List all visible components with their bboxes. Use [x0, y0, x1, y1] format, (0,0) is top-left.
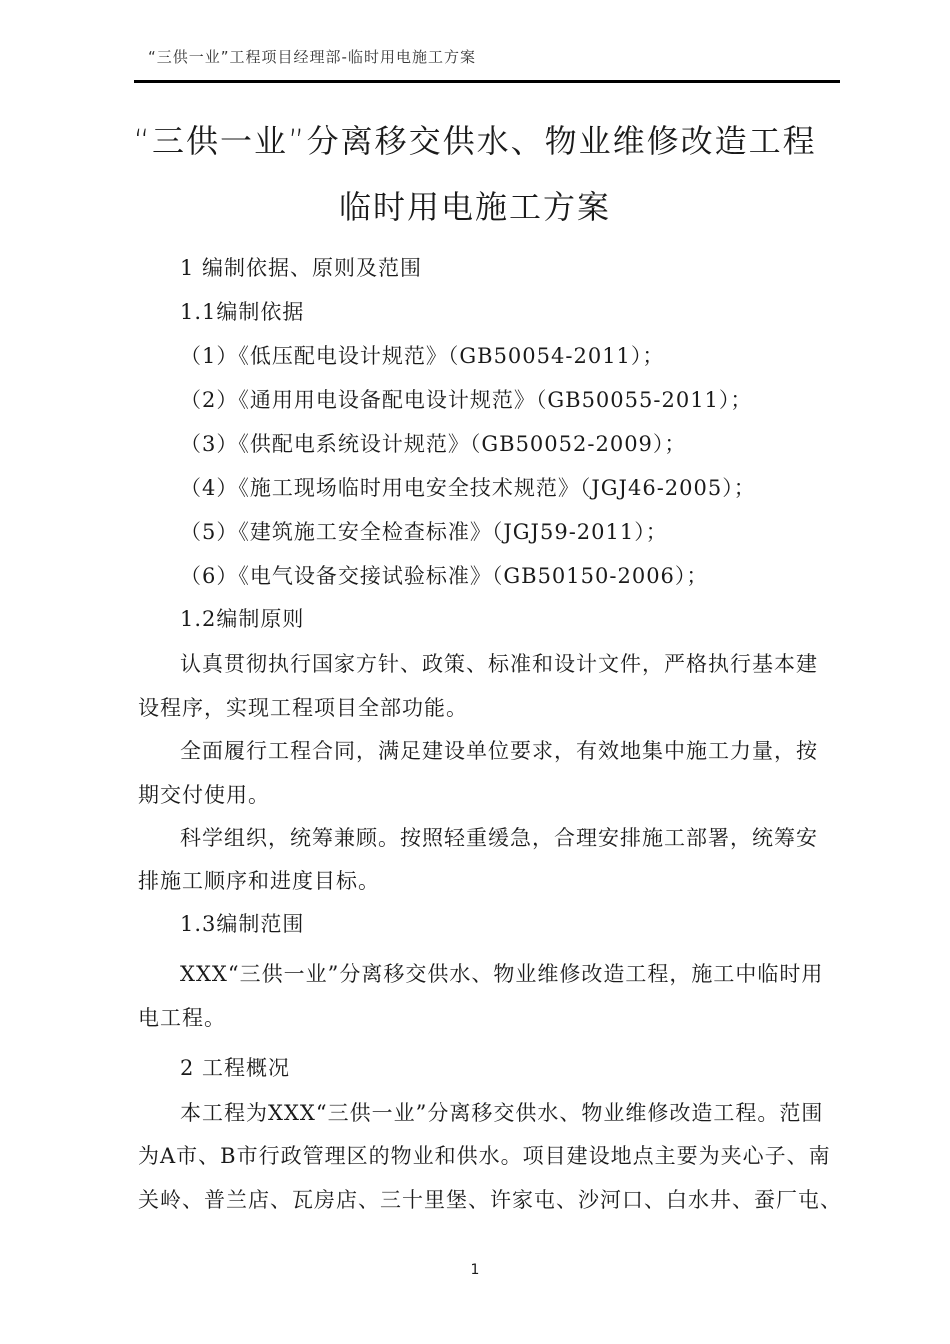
header-divider [134, 80, 840, 83]
subsection-heading: 1.3编制范围 [180, 912, 305, 936]
reference-item: （4）《施工现场临时用电安全技术规范》（JGJ46-2005）； [180, 476, 756, 500]
section-heading: 1 编制依据、原则及范围 [180, 256, 423, 280]
paragraph-line: 电工程。 [138, 1006, 226, 1030]
paragraph-line: 为A市、B市行政管理区的物业和供水。项目建设地点主要为夹心子、南 [138, 1144, 831, 1168]
paragraph-line: 关岭、普兰店、瓦房店、三十里堡、许家屯、沙河口、白水井、蚕厂屯、 [138, 1188, 842, 1212]
reference-item: （2）《通用用电设备配电设计规范》（GB50055-2011）； [180, 388, 753, 412]
reference-item: （1）《低压配电设计规范》（GB50054-2011）； [180, 344, 665, 368]
section-heading: 2 工程概况 [180, 1056, 291, 1080]
page-number: 1 [470, 1262, 480, 1278]
document-title-line-2: 临时用电施工方案 [338, 188, 611, 226]
paragraph-line: 全面履行工程合同，满足建设单位要求，有效地集中施工力量，按 [180, 739, 818, 763]
document-title-line-1: “三供一业”分离移交供水、物业维修改造工程 [133, 122, 817, 160]
reference-item: （6）《电气设备交接试验标准》（GB50150-2006）； [180, 564, 709, 588]
paragraph-line: 本工程为XXX“三供一业”分离移交供水、物业维修改造工程。范围 [180, 1101, 824, 1125]
subsection-heading: 1.2编制原则 [180, 607, 305, 631]
reference-item: （5）《建筑施工安全检查标准》（JGJ59-2011）； [180, 520, 668, 544]
subsection-heading: 1.1编制依据 [180, 300, 305, 324]
paragraph-line: 设程序，实现工程项目全部功能。 [138, 696, 468, 720]
paragraph-line: 科学组织，统筹兼顾。按照轻重缓急，合理安排施工部署，统筹安 [180, 826, 818, 850]
paragraph-line: XXX“三供一业”分离移交供水、物业维修改造工程，施工中临时用 [180, 962, 824, 986]
reference-item: （3）《供配电系统设计规范》（GB50052-2009）； [180, 432, 687, 456]
paragraph-line: 期交付使用。 [138, 783, 270, 807]
header-text: “三供一业”工程项目经理部-临时用电施工方案 [148, 48, 476, 66]
paragraph-line: 排施工顺序和进度目标。 [138, 869, 380, 893]
paragraph-line: 认真贯彻执行国家方针、政策、标准和设计文件，严格执行基本建 [180, 652, 818, 676]
